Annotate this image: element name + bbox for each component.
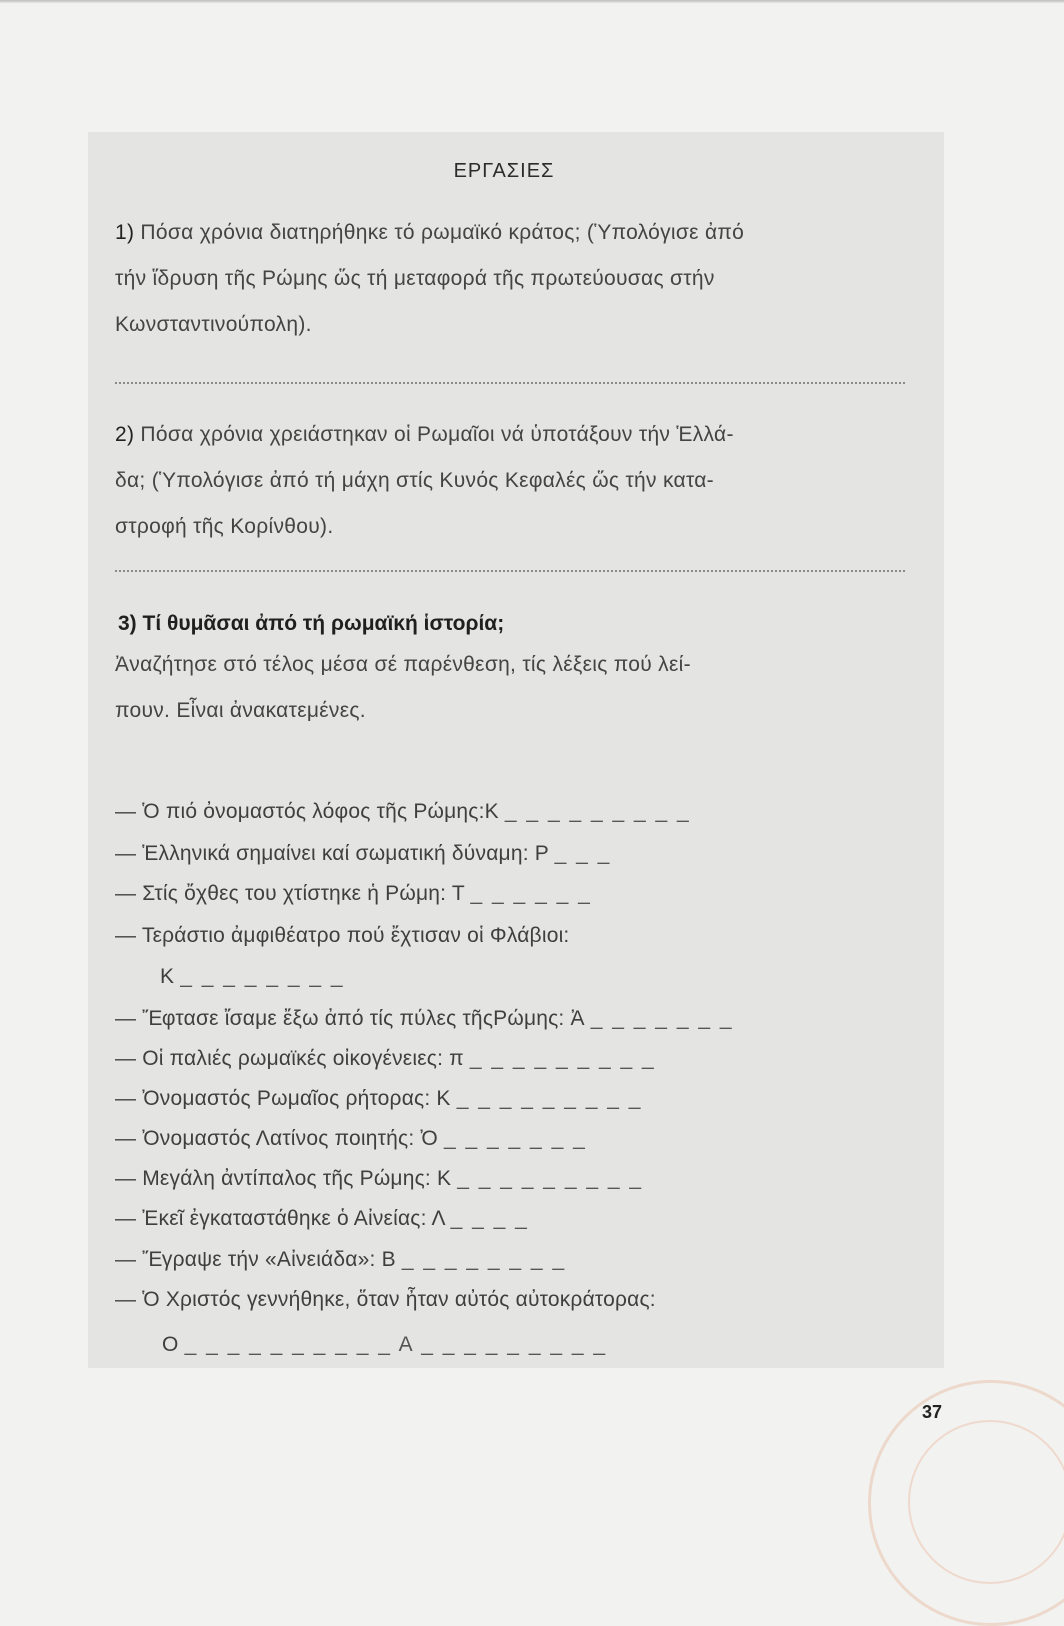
fill-item: — Στίς ὄχθες του χτίστηκε ἡ Ρώμη: Τ _ _ _ _ _ _ xyxy=(115,882,592,905)
blank-field[interactable]: _ _ _ xyxy=(554,842,612,865)
blank-field[interactable]: _ _ _ _ _ _ _ xyxy=(444,1127,587,1150)
question-1-line-3: Κωνσταντινούπολη). xyxy=(115,313,312,336)
question-2-line-3: στροφή τῆς Κορίνθου). xyxy=(115,515,334,538)
blank-field[interactable]: _ _ _ _ _ _ _ _ xyxy=(401,1248,567,1271)
fill-item: — Ὁ Χριστός γεννήθηκε, ὅταν ἦταν αὐτός αὐτοκράτορας: xyxy=(115,1288,656,1311)
fill-item: — Ἐκεῖ ἐγκαταστάθηκε ὁ Αἰνείας: Λ _ _ _ _ xyxy=(115,1207,529,1230)
question-1 xyxy=(115,210,905,348)
blank-field[interactable]: _ _ _ _ _ _ _ _ _ xyxy=(456,1087,643,1110)
fill-item: — Ὀνομαστός Λατίνος ποιητής: Ὀ _ _ _ _ _ _ _ xyxy=(115,1127,587,1150)
question-3-line-2: πουν. Εἶναι ἀνακατεμένες. xyxy=(115,699,366,722)
blank-field[interactable]: _ _ _ _ _ _ _ _ _ xyxy=(504,800,691,823)
fill-item: — Ἔγραψε τήν «Αἰνειάδα»: Β _ _ _ _ _ _ _ _ xyxy=(115,1248,567,1271)
library-stamp-inner xyxy=(908,1420,1064,1584)
blank-field[interactable]: _ _ _ _ _ _ xyxy=(470,882,592,905)
fill-item: — Μεγάλη ἀντίπαλος τῆς Ρώμης: Κ _ _ _ _ _ _ _ _ _ xyxy=(115,1167,644,1190)
question-3-instructions xyxy=(115,642,915,734)
fill-item: — Ὁ πιό ὀνομαστός λόφος τῆς Ρώμης:Κ _ _ _ _ _ _ _ _ _ xyxy=(115,800,691,823)
question-3-heading: 3) Τί θυμᾶσαι ἀπό τή ρωμαϊκή ἱστορία; xyxy=(118,612,505,635)
blank-field[interactable]: _ _ _ _ _ _ _ _ _ xyxy=(457,1167,644,1190)
blank-field[interactable]: _ _ _ _ xyxy=(450,1207,529,1230)
fill-item: — Ἔφτασε ἴσαμε ἔξω ἀπό τίς πύλες τῆςΡώμης: Ἀ _ _ _ _ _ _ _ xyxy=(115,1007,734,1030)
fill-item: Κ _ _ _ _ _ _ _ _ xyxy=(160,965,345,988)
page-top-edge xyxy=(0,0,1064,3)
question-3-line-1: Ἀναζήτησε στό τέλος μέσα σέ παρένθεση, τίς λέξεις πού λεί- xyxy=(115,653,691,676)
fill-item: Ο _ _ _ _ _ _ _ _ _ _ Α _ _ _ _ _ _ _ _ _ xyxy=(162,1333,608,1356)
answer-line-2 xyxy=(115,566,905,572)
blank-field[interactable]: _ _ _ _ _ _ _ _ xyxy=(180,965,345,988)
page-title: ΕΡΓΑΣΙΕΣ xyxy=(453,160,555,182)
page-number: 37 xyxy=(922,1402,943,1422)
fill-item: — Τεράστιο ἀμφιθέατρο πού ἔχτισαν οἱ Φλάβιοι: xyxy=(115,924,570,947)
question-2-line-2: δα; (Ὑπολόγισε ἀπό τή μάχη στίς Κυνός Κεφαλές ὥς τήν κατα- xyxy=(115,469,714,492)
question-2-line-1: 2) Πόσα χρόνια χρειάστηκαν οἱ Ρωμαῖοι νά ὑποτάξουν τήν Ἑλλά- xyxy=(115,423,734,446)
answer-line-1 xyxy=(115,378,905,384)
fill-item: — Οἱ παλιές ρωμαϊκές οἰκογένειες: π _ _ _ _ _ _ _ _ _ xyxy=(115,1047,656,1070)
question-2 xyxy=(115,412,905,550)
fill-item: — Ὀνομαστός Ρωμαῖος ρήτορας: Κ _ _ _ _ _ _ _ _ _ xyxy=(115,1087,643,1110)
question-1-number: 1) xyxy=(115,221,135,244)
blank-field[interactable]: _ _ _ _ _ _ _ xyxy=(590,1007,734,1030)
question-2-number: 2) xyxy=(115,423,135,446)
fill-item: — Ἑλληνικά σημαίνει καί σωματική δύναμη: Ρ _ _ _ xyxy=(115,842,612,865)
question-1-line-2: τήν ἵδρυση τῆς Ρώμης ὥς τή μεταφορά τῆς πρωτεύουσας στήν xyxy=(115,267,715,290)
question-1-line-1: 1) Πόσα χρόνια διατηρήθηκε τό ρωμαϊκό κράτος; (Ὑπολόγισε ἀπό xyxy=(115,221,745,244)
blank-field[interactable]: _ _ _ _ _ _ _ _ _ _ Α _ _ _ _ _ _ _ _ _ xyxy=(184,1333,608,1356)
blank-field[interactable]: _ _ _ _ _ _ _ _ _ xyxy=(469,1047,656,1070)
